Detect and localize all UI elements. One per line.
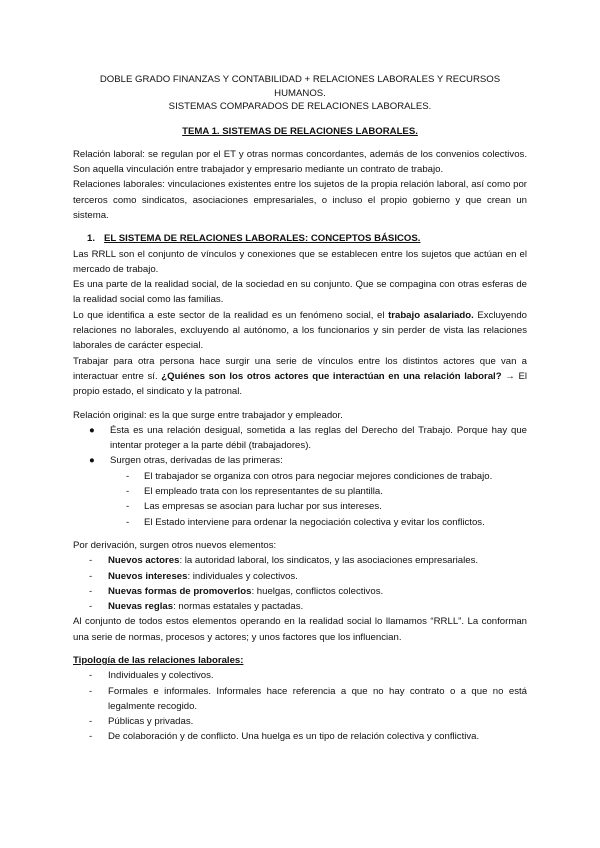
derivation-list (73, 553, 527, 614)
list-item (73, 668, 527, 683)
dash-icon: - (126, 470, 130, 482)
bold-term: trabajo asalariado. (388, 309, 474, 321)
list-item (73, 714, 527, 729)
list-item (73, 684, 527, 715)
section-1-paragraph-1: Las RRLL son el conjunto de vínculos y conexiones que se establecen entre los sujetos que actúan en el mercado de trabajo. (73, 248, 527, 275)
list-item (73, 423, 527, 454)
list-item (73, 599, 527, 614)
list-item-text: El Estado interviene para ordenar la negociación colectiva y evitar los conflictos. (144, 516, 485, 528)
section-1-paragraph-4 (73, 354, 527, 400)
section-title: EL SISTEMA DE RELACIONES LABORALES: CONCEPTOS BÁSICOS. (104, 233, 421, 245)
list-item (73, 584, 527, 599)
bullet-icon: ● (89, 455, 95, 467)
arrow-icon: → (501, 370, 519, 382)
dash-icon: - (89, 731, 93, 743)
list-item-text: Surgen otras, derivadas de las primeras: (110, 455, 283, 467)
list-item (73, 553, 527, 568)
typology-list (73, 668, 527, 744)
list-item (73, 569, 527, 584)
list-item-text: Formales e informales. Informales hace referencia a que no hay contrato o a que no está legalmente recogido. (108, 685, 527, 712)
list-item-text: : individuales y colectivos. (187, 570, 298, 582)
list-item-term: Nuevas formas de promoverlos (108, 585, 252, 597)
dash-icon: - (126, 516, 130, 528)
list-item (73, 469, 527, 484)
bullet-icon: ● (89, 424, 95, 436)
dash-icon: - (89, 716, 93, 728)
dash-icon: - (89, 555, 93, 567)
section-1-heading (73, 231, 527, 246)
list-item-text: Las empresas se asocian para luchar por sus intereses. (144, 501, 382, 513)
dash-icon: - (126, 486, 130, 498)
list-item-text: : normas estatales y pactadas. (173, 601, 304, 613)
dash-icon: - (89, 685, 93, 697)
list-item-text: : la autoridad laboral, los sindicatos, y las asociaciones empresariales. (179, 555, 479, 567)
original-relation-intro: Relación original: es la que surge entre trabajador y empleador. (73, 409, 343, 421)
section-1-paragraph-2: Es una parte de la realidad social, de la sociedad en su conjunto. Que se compagina con otras esferas de la realidad social como las familias. (73, 279, 527, 306)
typology-heading: Tipología de las relaciones laborales: (73, 655, 244, 666)
bullet-list (73, 423, 527, 469)
dash-icon: - (89, 570, 93, 582)
list-item-text: Públicas y privadas. (108, 716, 194, 728)
bold-question: ¿Quiénes son los otros actores que interactúan en una relación laboral? (161, 370, 502, 382)
dash-icon: - (126, 501, 130, 513)
document-content (73, 73, 527, 745)
list-item-text: De colaboración y de conflicto. Una huelga es un tipo de relación colectiva y conflictiva. (108, 731, 480, 743)
list-item-text: : huelgas, conflictos colectivos. (251, 585, 384, 597)
list-item-text: El empleado trata con los representantes de su plantilla. (144, 486, 383, 498)
intro-paragraph-1: Relación laboral: se regulan por el ET y otras normas concordantes, además de los convenios colectivos. Son aquella vinculación entre trabajador y empresario mediante un contrato de trabajo. (73, 148, 527, 176)
dash-icon: - (89, 601, 93, 613)
intro-paragraph-2: Relaciones laborales: vinculaciones existentes entre los sujetos de la propia relación laboral, así como por terceros como sindicatos, asociaciones empresariales, o incluso el propio gobierno y que crean un sistema. (73, 179, 527, 221)
list-item (73, 729, 527, 744)
paragraph-text: Excluyendo relaciones no laborales, excluyendo al autónomo, a los funcionarios y sin perder de vista las relaciones laborales de carácter especial. (73, 309, 528, 352)
list-item-text: Ésta es una relación desigual, sometida a las reglas del Derecho del Trabajo. Porque hay que intentar proteger a la parte débil (trabajadores). (110, 424, 527, 452)
paragraph-text: El propio estado, el sindicato y la patronal. (73, 370, 527, 398)
list-item (73, 515, 527, 530)
list-item (73, 499, 527, 514)
list-item (73, 484, 527, 499)
paragraph-text: Trabajar para otra persona hace surgir una serie de vínculos entre los distintos actores que van a interactuar entre sí. (73, 355, 527, 382)
paragraph-text: Lo que identifica a este sector de la realidad es un fenómeno social, el (73, 309, 389, 321)
derivation-closing: Al conjunto de todos estos elementos operando en la realidad social lo llamamos “RRLL”. La conforman una serie de normas, procesos y actores; y unos factores que los influencian. (73, 616, 527, 643)
sub-list (73, 469, 527, 530)
document-title: TEMA 1. SISTEMAS DE RELACIONES LABORALES. (182, 125, 418, 137)
section-number: 1. (87, 233, 96, 245)
list-item (73, 453, 527, 468)
list-item-term: Nuevos intereses (108, 570, 188, 582)
list-item-term: Nuevas reglas (108, 601, 174, 613)
header-line-2: SISTEMAS COMPARADOS DE RELACIONES LABORALES. (168, 101, 432, 112)
list-item-term: Nuevos actores (108, 555, 180, 567)
dash-icon: - (89, 670, 93, 682)
dash-icon: - (89, 585, 93, 597)
list-item-text: Individuales y colectivos. (108, 670, 214, 682)
derivation-intro: Por derivación, surgen otros nuevos elementos: (73, 539, 277, 551)
section-1-paragraph-3 (73, 308, 527, 354)
list-item-text: El trabajador se organiza con otros para negociar mejores condiciones de trabajo. (144, 470, 493, 482)
header-line-1: DOBLE GRADO FINANZAS Y CONTABILIDAD + RELACIONES LABORALES Y RECURSOS HUMANOS. (99, 74, 501, 99)
